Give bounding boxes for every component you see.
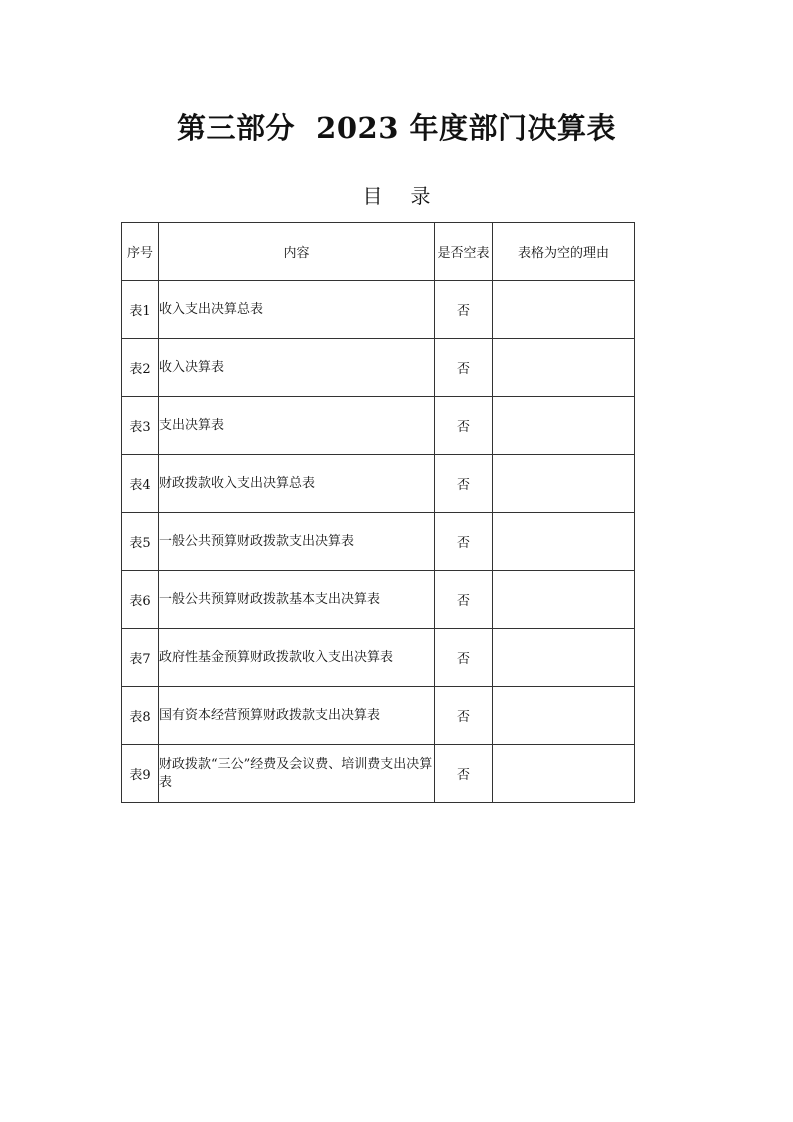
table-row [122, 745, 635, 803]
row-no: 表2 [122, 339, 159, 397]
row-is-empty: 否 [435, 687, 493, 745]
row-is-empty: 否 [435, 339, 493, 397]
row-content: 一般公共预算财政拨款支出决算表 [159, 513, 435, 571]
header-no: 序号 [122, 223, 159, 281]
row-empty-reason [493, 513, 635, 571]
table-row [122, 455, 635, 513]
row-no: 表5 [122, 513, 159, 571]
table-header-row [122, 223, 635, 281]
table-row [122, 571, 635, 629]
row-no: 表4 [122, 455, 159, 513]
row-no: 表7 [122, 629, 159, 687]
row-content: 支出决算表 [159, 397, 435, 455]
row-content: 财政拨款收入支出决算总表 [159, 455, 435, 513]
table-row [122, 397, 635, 455]
header-content: 内容 [159, 223, 435, 281]
toc-heading: 目录 [362, 184, 459, 208]
row-is-empty: 否 [435, 571, 493, 629]
row-empty-reason [493, 455, 635, 513]
row-empty-reason [493, 281, 635, 339]
row-no: 表8 [122, 687, 159, 745]
table-row [122, 281, 635, 339]
row-is-empty: 否 [435, 513, 493, 571]
row-no: 表3 [122, 397, 159, 455]
row-empty-reason [493, 745, 635, 803]
row-content: 财政拨款“三公”经费及会议费、培训费支出决算表 [159, 745, 435, 803]
row-content: 收入决算表 [159, 339, 435, 397]
row-is-empty: 否 [435, 281, 493, 339]
row-no: 表6 [122, 571, 159, 629]
row-is-empty: 否 [435, 397, 493, 455]
table-row [122, 629, 635, 687]
row-is-empty: 否 [435, 745, 493, 803]
row-is-empty: 否 [435, 455, 493, 513]
table-row [122, 339, 635, 397]
header-is-empty: 是否空表 [435, 223, 493, 281]
row-empty-reason [493, 687, 635, 745]
row-no: 表9 [122, 745, 159, 803]
row-empty-reason [493, 571, 635, 629]
row-empty-reason [493, 339, 635, 397]
row-content: 一般公共预算财政拨款基本支出决算表 [159, 571, 435, 629]
row-is-empty: 否 [435, 629, 493, 687]
page-title: 第三部分 2023 年度部门决算表 [176, 111, 616, 145]
table-row [122, 513, 635, 571]
row-empty-reason [493, 397, 635, 455]
row-content: 国有资本经营预算财政拨款支出决算表 [159, 687, 435, 745]
header-empty-reason: 表格为空的理由 [493, 223, 635, 281]
toc-table [121, 222, 635, 803]
table-row [122, 687, 635, 745]
row-empty-reason [493, 629, 635, 687]
row-content: 政府性基金预算财政拨款收入支出决算表 [159, 629, 435, 687]
row-no: 表1 [122, 281, 159, 339]
row-content: 收入支出决算总表 [159, 281, 435, 339]
